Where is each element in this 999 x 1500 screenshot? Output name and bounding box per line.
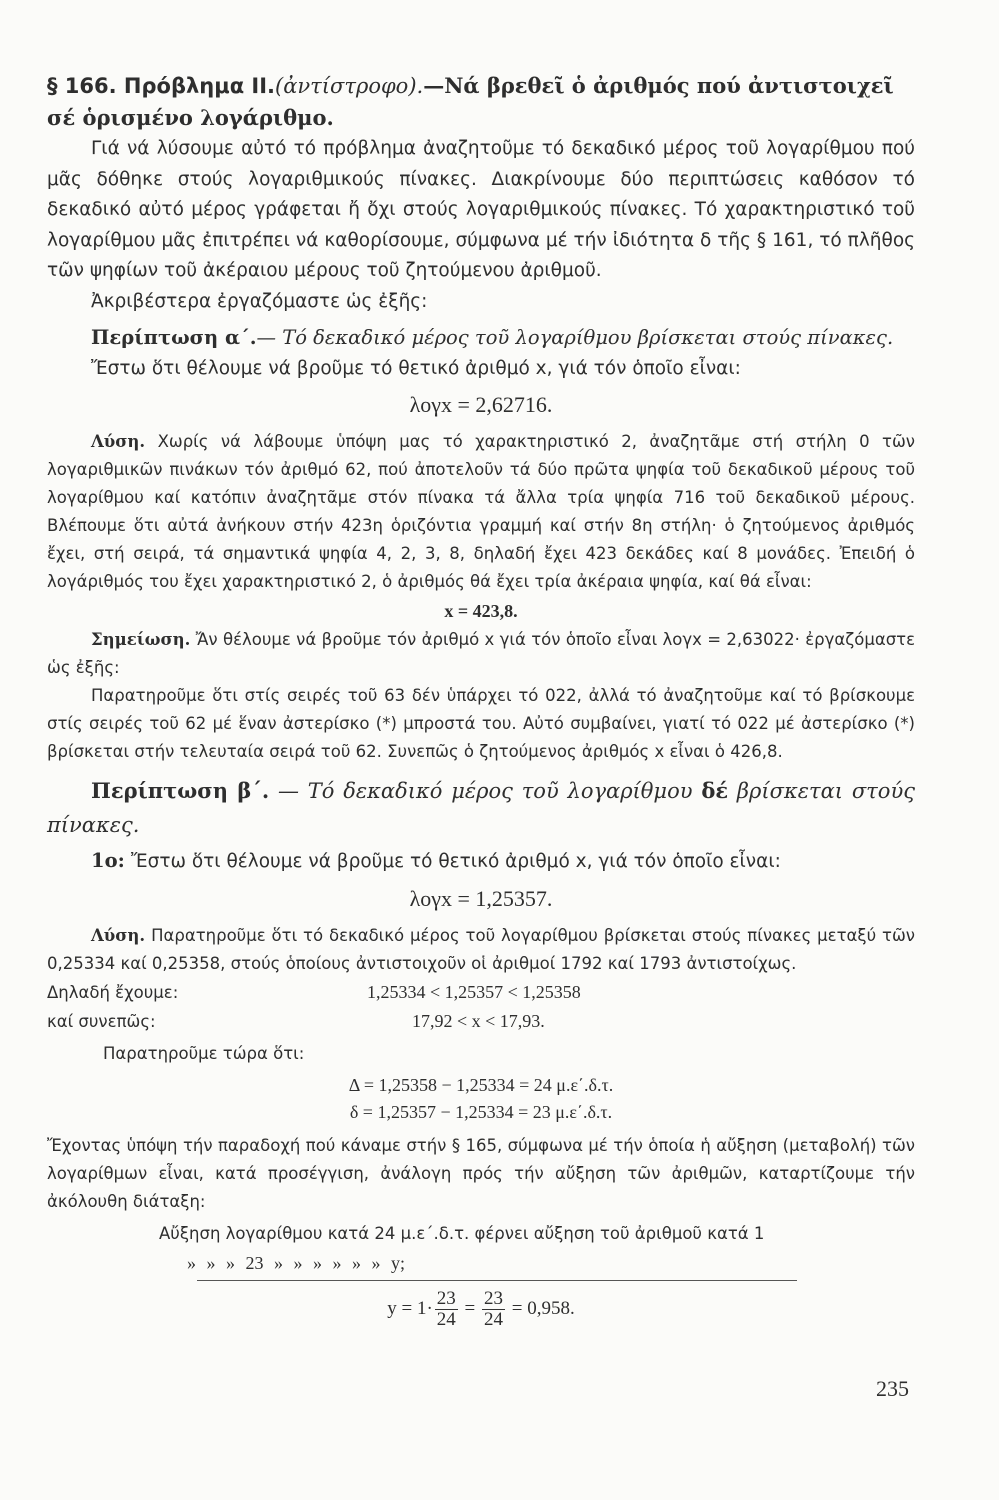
case-a-note-label: Σημείωση. (91, 630, 191, 649)
case-a-label: Περίπτωση α΄. (91, 326, 257, 349)
fraction-2-den: 24 (484, 1309, 504, 1330)
case-b-title-2: βρίσκεται στούς πίνακες. (47, 779, 915, 837)
delta-small: δ = 1,25357 − 1,25334 = 23 μ.ε΄.δ.τ. (349, 1101, 613, 1122)
arrangement-rule (197, 1280, 797, 1281)
case-a-solution (47, 428, 915, 596)
fraction-2-num: 23 (484, 1288, 504, 1309)
case-a-title: — Τό δεκαδικό μέρος τοῦ λογαρίθμου βρίσκεται στούς πίνακες. (256, 326, 894, 349)
case-a-solution-text: Χωρίς νά λάβουμε ὑπόψη μας τό χαρακτηριστικό 2, ἀναζητᾶμε στή στήλη 0 τῶν λογαριθμικῶν πινάκων τόν ἀριθμό 62, πού ἀποτελοῦν τά δύο πρῶτα ψηφία τοῦ δεκαδικοῦ μέρους τοῦ λογαρίθμου καί κατόπιν ἀναζητᾶμε στόν πίνακα τά ἄλλα τρία ψηφία 716 τοῦ δεκαδικοῦ μέρους. Βλέπουμε ὅτι αὐτά ἀνήκουν στήν 423η ὁριζόντια γραμμή καί στήν 8η στήλη· ὁ ζητούμενος ἀριθμός ἔχει, στή σειρά, τά σημαντικά ψηφία 4, 2, 3, 8, δηλαδή ἔχει 423 δεκάδες καί 8 μονάδες. Ἐπειδή ὁ λογάριθμός του ἔχει χαρακτηριστικό 2, ὁ ἀριθμός θά ἔχει τρία ἀκέραια ψηφία, καί θά εἶναι: (47, 432, 915, 591)
case-a-solution-label: Λύση. (91, 432, 146, 451)
equals-sign: = (464, 1297, 476, 1319)
case-b-formula: λογx = 1,25357. (409, 885, 553, 911)
arrangement-line-1: Αὔξηση λογαρίθμου κατά 24 μ.ε΄.δ.τ. φέρνει αὔξηση τοῦ ἀριθμοῦ κατά 1 (159, 1223, 765, 1243)
case-b-title-bold: δέ (701, 778, 729, 803)
observe-line: Παρατηροῦμε τώρα ὅτι: (103, 1043, 305, 1063)
page-content (47, 70, 915, 1330)
case-b-heading (47, 774, 915, 842)
section-heading (47, 70, 915, 134)
final-rhs: = 0,958. (511, 1297, 575, 1319)
page-number: 235 (876, 1376, 909, 1401)
section-subtitle: (ἀντίστροφο). (275, 74, 424, 98)
case-a-note (47, 626, 915, 682)
case-a-result: x = 423,8. (444, 601, 518, 621)
inequality-1: 1,25334 < 1,25357 < 1,25358 (367, 981, 581, 1002)
case-a-note-second: Παρατηροῦμε ὅτι στίς σειρές τοῦ 63 δέν ὑπάρχει τό 022, ἀλλά τό ἀναζητοῦμε καί τό βρίσκουμε στίς σειρές τοῦ 62 μέ ἕναν ἀστερίσκο (*) μπροστά του. Αὐτό συμβαίνει, γιατί τό 022 μέ ἀστερίσκο (*) βρίσκεται στήν τελευταία σειρά τοῦ 62. Συνεπῶς ὁ ζητούμενος ἀριθμός x εἶναι ὁ 426,8. (47, 686, 915, 761)
case-b-label: Περίπτωση β΄. (91, 778, 270, 803)
considering-paragraph: Ἔχοντας ὑπόψη τήν παραδοχή πού κάναμε στήν § 165, σύμφωνα μέ τήν ὁποία ἡ αὔξηση (μεταβολή) τῶν λογαρίθμων εἶναι, κατά προσέγγιση, ἀνάλογη πρός τήν αὔξηση τῶν ἀριθμῶν, καταρτίζουμε τήν ἀκόλουθη διάταξη: (47, 1135, 915, 1211)
fraction-1 (435, 1289, 458, 1330)
ineq-row-1 (47, 978, 915, 1007)
case-b-title-1: — Τό δεκαδικό μέρος τοῦ λογαρίθμου (277, 779, 693, 803)
delta-big: Δ = 1,25358 − 1,25334 = 24 μ.ε΄.δ.τ. (348, 1074, 614, 1095)
case-b-statement-text: Ἔστω ὅτι θέλουμε νά βροῦμε τό θετικό ἀριθμό x, γιά τόν ὁποῖο εἶναι: (130, 851, 781, 872)
fraction-1-den: 24 (436, 1309, 456, 1330)
case-b-sub-label: 1ο: (91, 849, 125, 872)
ineq-row-2 (47, 1007, 915, 1036)
case-a-statement: Ἔστω ὅτι θέλουμε νά βροῦμε τό θετικό ἀριθμό x, γιά τόν ὁποῖο εἶναι: (91, 357, 741, 379)
section-title: —Νά βρεθεῖ ὁ ἀριθμός πού ἀντιστοιχεῖ σέ ὁρισμένο λογάριθμο. (47, 73, 894, 130)
fraction-2 (482, 1289, 505, 1330)
precise-line: Ἀκριβέστερα ἐργαζόμαστε ὡς ἐξῆς: (91, 290, 428, 312)
intro-paragraph: Γιά νά λύσουμε αὐτό τό πρόβλημα ἀναζητοῦμε τό δεκαδικό μέρος τοῦ λογαρίθμου πού μᾶς δόθηκε στούς λογαριθμικούς πίνακες. Διακρίνουμε δύο περιπτώσεις καθόσον τό δεκαδικό αὐτό μέρος γράφεται ἤ ὄχι στούς λογαριθμικούς πίνακες. Τό χαρακτηριστικό τοῦ λογαρίθμου μᾶς ἐπιτρέπει νά καθορίσουμε, σύμφωνα μέ τήν ἰδιότητα δ τῆς § 161, τό πλῆθος τῶν ψηφίων τοῦ ἀκέραιου μέρους τοῦ ζητούμενου ἀριθμοῦ. (47, 138, 915, 281)
have-label: Δηλαδή ἔχουμε: (47, 982, 179, 1002)
case-b-solution-label: Λύση. (91, 925, 146, 945)
case-b-solution-text: Παρατηροῦμε ὅτι τό δεκαδικό μέρος τοῦ λογαρίθμου βρίσκεται στούς πίνακες μεταξύ τῶν 0,25334 καί 0,25358, στούς ὁποίους ἀντιστοιχοῦν οἱ ἀριθμοί 1792 καί 1793 ἀντιστοίχως. (47, 925, 915, 973)
final-lhs: y = 1· (387, 1297, 433, 1319)
arrangement-line-2: » » » 23 » » » » » » y; (187, 1252, 406, 1273)
case-a-formula: λογx = 2,62716. (409, 392, 553, 417)
final-equation (47, 1289, 915, 1330)
delta-block (47, 1072, 915, 1126)
case-b-statement (47, 846, 915, 878)
case-a-heading (47, 323, 915, 354)
inequality-2: 17,92 < x < 17,93. (412, 1010, 545, 1031)
case-b-solution (47, 922, 915, 978)
and-label: καί συνεπῶς: (47, 1011, 156, 1031)
fraction-1-num: 23 (436, 1288, 456, 1309)
section-number: § 166. Πρόβλημα ΙΙ. (47, 74, 276, 98)
case-a-note-first: Ἄν θέλουμε νά βροῦμε τόν ἀριθμό x γιά τόν ὁποῖο εἶναι λογx = 2,63022· ἐργαζόμαστε ὡς ἐξῆς: (47, 630, 916, 677)
